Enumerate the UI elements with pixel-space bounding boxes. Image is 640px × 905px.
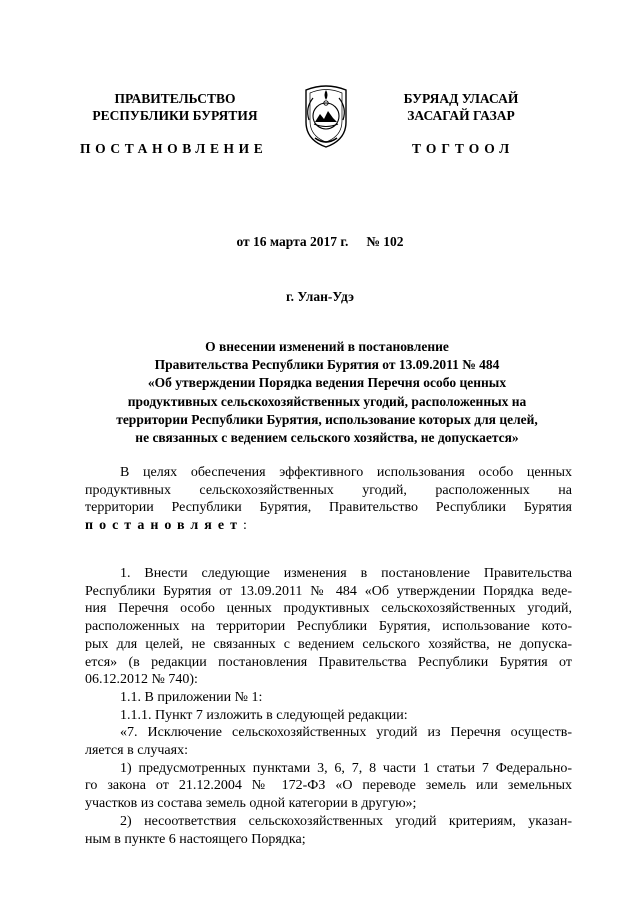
document-title (60, 338, 594, 447)
text-line: продуктивных сельскохозяйственных угодий, расположенных на (85, 482, 572, 498)
decree-line (85, 517, 572, 535)
text-line: го закона от 21.12.2004 № 172-ФЗ «О переводе земель или земельных (85, 778, 572, 794)
text-line: 1. Внести следующие изменения в постановление Правительства (120, 566, 572, 581)
text-line: ным в пункте 6 настоящего Порядка; (85, 831, 306, 847)
header-left-line: РЕСПУБЛИКИ БУРЯТИЯ (92, 107, 258, 123)
title-line: продуктивных сельскохозяйственных угодий, расположенных на (127, 393, 527, 409)
body-text (85, 565, 572, 848)
header-right-line: БУРЯАД УЛАСАЙ (403, 91, 519, 106)
decree-colon: : (242, 518, 247, 534)
decree-word: постановляет (85, 518, 243, 534)
text-line: 1) предусмотренных пунктами 3, 6, 7, 8 части 1 статьи 7 Федерально- (120, 760, 572, 776)
text-line: ется» (в редакции постановления Правительства Республики Бурятия от (85, 654, 572, 670)
text-line: В целях обеспечения эффективного использования особо ценных (120, 465, 572, 480)
preamble-paragraph (85, 464, 572, 535)
header-right-title: ТОГТООЛ (412, 141, 515, 156)
document-date: от 16 марта 2017 г. (236, 234, 349, 249)
header-left-title: ПОСТАНОВЛЕНИЕ (80, 141, 268, 156)
text-line: расположенных на территории Республики Бурятия, использование кото- (85, 619, 572, 635)
text-line: 06.12.2012 № 740): (85, 672, 198, 688)
header-right-line: ЗАСАГАЙ ГАЗАР (407, 107, 515, 123)
city-line: г. Улан-Удэ (286, 289, 354, 304)
title-line: Правительства Республики Бурятия от 13.09.2011 № 484 (154, 357, 500, 373)
title-line: О внесении изменений в постановление (205, 339, 449, 354)
document-number: № 102 (366, 234, 404, 249)
text-line: 2) несоответствия сельскохозяйственных угодий критериям, указан- (120, 813, 572, 829)
text-line: Республики Бурятия от 13.09.2011 № 484 «Об утверждении Порядка веде- (85, 583, 572, 599)
text-line: ляется в случаях: (85, 743, 188, 759)
date-number-line (0, 234, 640, 250)
title-line: территории Республики Бурятия, использование которых для целей, (116, 411, 538, 427)
header-right (346, 91, 576, 124)
text-line: участков из состава земель одной категории в другую»; (85, 796, 417, 812)
coat-of-arms-emblem (301, 80, 351, 150)
text-line: территории Республики Бурятия, Правительство Республики Бурятия (85, 500, 572, 516)
title-line: не связанных с ведением сельского хозяйства, не допускается» (135, 430, 519, 446)
text-line: «7. Исключение сельскохозяйственных угодий из Перечня осуществ- (120, 725, 572, 741)
header-left-line: ПРАВИТЕЛЬСТВО (114, 91, 236, 106)
text-line: 1.1.1. Пункт 7 изложить в следующей редакции: (120, 707, 408, 723)
text-line: рых для целей, не связанных с ведением сельского хозяйства, не допуска- (85, 636, 572, 652)
title-line: «Об утверждении Порядка ведения Перечня особо ценных (147, 375, 507, 391)
text-line: 1.1. В приложении № 1: (120, 689, 263, 705)
header-left (60, 91, 290, 124)
text-line: ния Перечня особо ценных продуктивных сельскохозяйственных угодий, (85, 601, 572, 617)
